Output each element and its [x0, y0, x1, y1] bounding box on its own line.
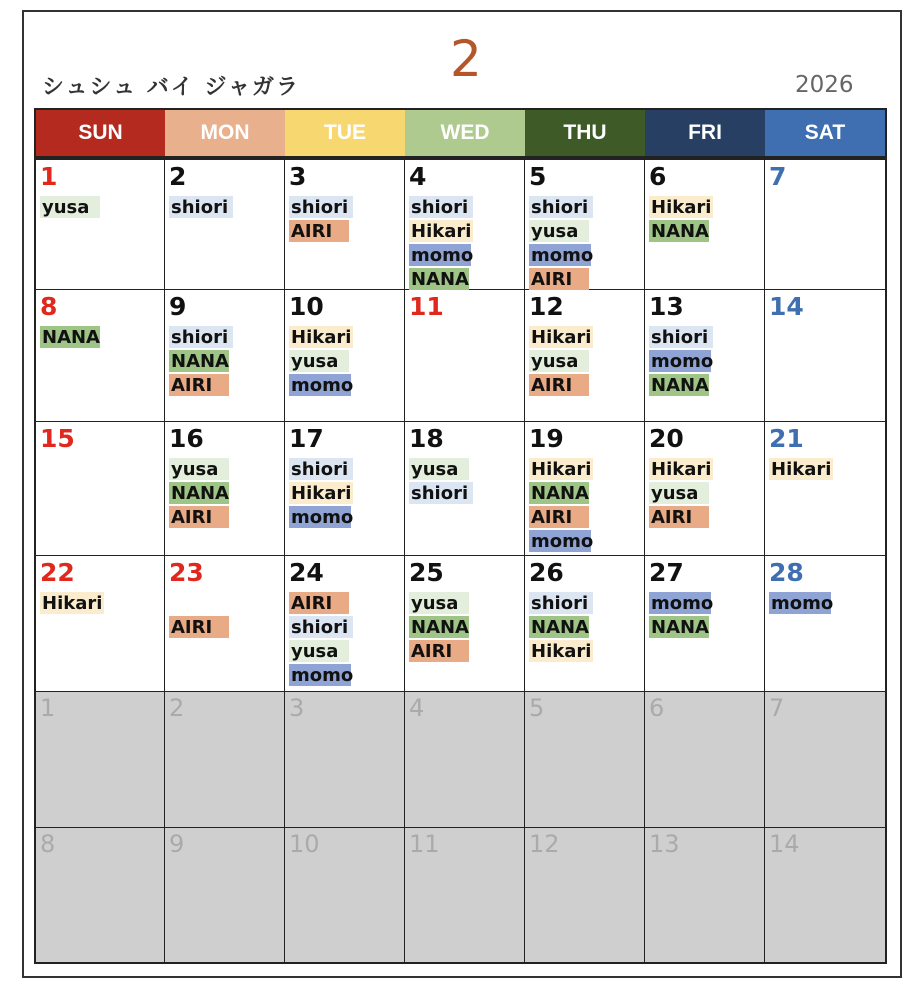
day-cell-26[interactable]	[525, 556, 645, 692]
staff-tag-yusa: yusa	[529, 220, 589, 242]
day-cell-24[interactable]	[285, 556, 405, 692]
day-cell-5[interactable]	[525, 160, 645, 290]
staff-tag-nana: NANA	[531, 483, 589, 504]
day-cell-11[interactable]	[405, 290, 525, 422]
day-cell-22[interactable]	[36, 556, 165, 692]
staff-tag-yusa: yusa	[40, 196, 100, 218]
staff-tag-hikari: Hikari	[651, 459, 712, 480]
day-cell-3[interactable]	[285, 160, 405, 290]
day-number: 11	[409, 292, 444, 321]
day-cell-15[interactable]	[36, 422, 165, 556]
day-number: 9	[169, 292, 187, 321]
next-month-cell-13	[645, 828, 765, 962]
staff-tag-momo: momo	[531, 531, 594, 552]
day-cell-14[interactable]	[765, 290, 885, 422]
day-number: 13	[649, 292, 684, 321]
day-number: 7	[769, 162, 787, 191]
next-month-cell-10	[285, 828, 405, 962]
day-number: 16	[169, 424, 204, 453]
day-cell-13[interactable]	[645, 290, 765, 422]
day-cell-8[interactable]	[36, 290, 165, 422]
day-number: 7	[769, 694, 785, 722]
next-month-cell-11	[405, 828, 525, 962]
day-number: 18	[409, 424, 444, 453]
day-number: 12	[529, 830, 560, 858]
staff-tag-shiori: shiori	[409, 196, 473, 218]
next-month-cell-7	[765, 692, 885, 828]
next-month-cell-1	[36, 692, 165, 828]
staff-tag-hikari: Hikari	[651, 197, 712, 218]
staff-tag-nana: NANA	[42, 327, 100, 348]
day-number: 25	[409, 558, 444, 587]
day-cell-21[interactable]	[765, 422, 885, 556]
staff-tag-nana: NANA	[651, 375, 709, 396]
day-number: 3	[289, 694, 305, 722]
day-cell-19[interactable]	[525, 422, 645, 556]
staff-tag-momo: momo	[771, 593, 834, 614]
day-number: 19	[529, 424, 564, 453]
day-cell-18[interactable]	[405, 422, 525, 556]
day-cell-1[interactable]	[36, 160, 165, 290]
day-number: 6	[649, 694, 665, 722]
staff-tag-nana: NANA	[411, 617, 469, 638]
day-number: 10	[289, 830, 320, 858]
staff-tag-shiori: shiori	[529, 196, 593, 218]
staff-tag-momo: momo	[291, 507, 354, 528]
day-number: 5	[529, 162, 547, 191]
day-number: 9	[169, 830, 185, 858]
day-cell-25[interactable]	[405, 556, 525, 692]
staff-tag-shiori: shiori	[289, 196, 353, 218]
day-number: 20	[649, 424, 684, 453]
staff-tag-airi: AIRI	[649, 506, 709, 528]
staff-tag-hikari: Hikari	[291, 327, 352, 348]
day-cell-12[interactable]	[525, 290, 645, 422]
next-month-cell-8	[36, 828, 165, 962]
day-number: 6	[649, 162, 667, 191]
day-cell-27[interactable]	[645, 556, 765, 692]
staff-tag-momo: momo	[291, 665, 354, 686]
weekday-header	[36, 110, 885, 160]
day-number: 15	[40, 424, 75, 453]
weekday-sat: SAT	[765, 110, 885, 156]
day-number: 17	[289, 424, 324, 453]
staff-tag-airi: AIRI	[529, 268, 589, 290]
staff-tag-nana: NANA	[531, 617, 589, 638]
day-cell-17[interactable]	[285, 422, 405, 556]
day-cell-20[interactable]	[645, 422, 765, 556]
staff-tag-hikari: Hikari	[531, 327, 592, 348]
staff-tag-nana: NANA	[651, 617, 709, 638]
staff-tag-shiori: shiori	[289, 458, 353, 480]
staff-tag-momo: momo	[411, 245, 474, 266]
day-number: 12	[529, 292, 564, 321]
shop-name: シュシュ バイ ジャガラ	[42, 75, 300, 100]
next-month-cell-4	[405, 692, 525, 828]
staff-tag-nana: NANA	[171, 351, 229, 372]
staff-tag-shiori: shiori	[409, 482, 473, 504]
weekday-tue: TUE	[285, 110, 405, 156]
weekday-sun: SUN	[36, 110, 165, 156]
staff-tag-yusa: yusa	[289, 640, 349, 662]
staff-tag-airi: AIRI	[169, 616, 229, 638]
year-label: 2026	[795, 72, 854, 98]
day-cell-16[interactable]	[165, 422, 285, 556]
day-number: 21	[769, 424, 804, 453]
next-month-cell-5	[525, 692, 645, 828]
staff-tag-hikari: Hikari	[531, 641, 592, 662]
staff-tag-yusa: yusa	[169, 458, 229, 480]
staff-tag-shiori: shiori	[169, 326, 233, 348]
staff-tag-hikari: Hikari	[771, 459, 832, 480]
staff-tag-hikari: Hikari	[42, 593, 103, 614]
staff-tag-airi: AIRI	[289, 220, 349, 242]
staff-tag-nana: NANA	[651, 221, 709, 242]
day-cell-23[interactable]	[165, 556, 285, 692]
staff-tag-momo: momo	[651, 351, 714, 372]
day-number: 14	[769, 830, 800, 858]
staff-tag-hikari: Hikari	[411, 221, 472, 242]
day-cell-10[interactable]	[285, 290, 405, 422]
staff-tag-airi: AIRI	[289, 592, 349, 614]
day-number: 4	[409, 162, 427, 191]
staff-tag-shiori: shiori	[529, 592, 593, 614]
staff-tag-momo: momo	[651, 593, 714, 614]
staff-tag-nana: NANA	[171, 483, 229, 504]
staff-tag-shiori: shiori	[649, 326, 713, 348]
day-cell-9[interactable]	[165, 290, 285, 422]
day-cell-6[interactable]	[645, 160, 765, 290]
day-number: 23	[169, 558, 204, 587]
next-month-cell-3	[285, 692, 405, 828]
staff-tag-momo: momo	[531, 245, 594, 266]
day-number: 10	[289, 292, 324, 321]
staff-tag-airi: AIRI	[409, 640, 469, 662]
day-number: 5	[529, 694, 545, 722]
next-month-cell-14	[765, 828, 885, 962]
staff-tag-hikari: Hikari	[531, 459, 592, 480]
day-number: 3	[289, 162, 307, 191]
day-number: 1	[40, 694, 56, 722]
day-number: 4	[409, 694, 425, 722]
staff-tag-yusa: yusa	[289, 350, 349, 372]
staff-tag-shiori: shiori	[289, 616, 353, 638]
day-number: 22	[40, 558, 75, 587]
day-number: 8	[40, 830, 56, 858]
day-number: 8	[40, 292, 58, 321]
staff-tag-hikari: Hikari	[291, 483, 352, 504]
staff-tag-yusa: yusa	[409, 592, 469, 614]
day-number: 13	[649, 830, 680, 858]
staff-tag-airi: AIRI	[169, 374, 229, 396]
weekday-wed: WED	[405, 110, 525, 156]
staff-tag-shiori: shiori	[169, 196, 233, 218]
weekday-mon: MON	[165, 110, 285, 156]
day-number: 26	[529, 558, 564, 587]
next-month-cell-12	[525, 828, 645, 962]
day-number: 1	[40, 162, 58, 191]
staff-tag-airi: AIRI	[169, 506, 229, 528]
calendar-grid	[34, 108, 887, 964]
staff-tag-nana: NANA	[411, 269, 469, 290]
month-number: 2	[450, 30, 482, 88]
day-number: 2	[169, 694, 185, 722]
staff-tag-airi: AIRI	[529, 506, 589, 528]
next-month-cell-9	[165, 828, 285, 962]
day-number: 28	[769, 558, 804, 587]
weekday-thu: THU	[525, 110, 645, 156]
next-month-cell-6	[645, 692, 765, 828]
staff-tag-yusa: yusa	[649, 482, 709, 504]
day-cell-7[interactable]	[765, 160, 885, 290]
staff-tag-momo: momo	[291, 375, 354, 396]
day-cell-2[interactable]	[165, 160, 285, 290]
day-cell-4[interactable]	[405, 160, 525, 290]
weekday-fri: FRI	[645, 110, 765, 156]
day-number: 27	[649, 558, 684, 587]
next-month-cell-2	[165, 692, 285, 828]
day-number: 2	[169, 162, 187, 191]
day-cell-28[interactable]	[765, 556, 885, 692]
day-number: 11	[409, 830, 440, 858]
staff-tag-yusa: yusa	[529, 350, 589, 372]
day-number: 24	[289, 558, 324, 587]
day-number: 14	[769, 292, 804, 321]
staff-tag-airi: AIRI	[529, 374, 589, 396]
staff-tag-yusa: yusa	[409, 458, 469, 480]
